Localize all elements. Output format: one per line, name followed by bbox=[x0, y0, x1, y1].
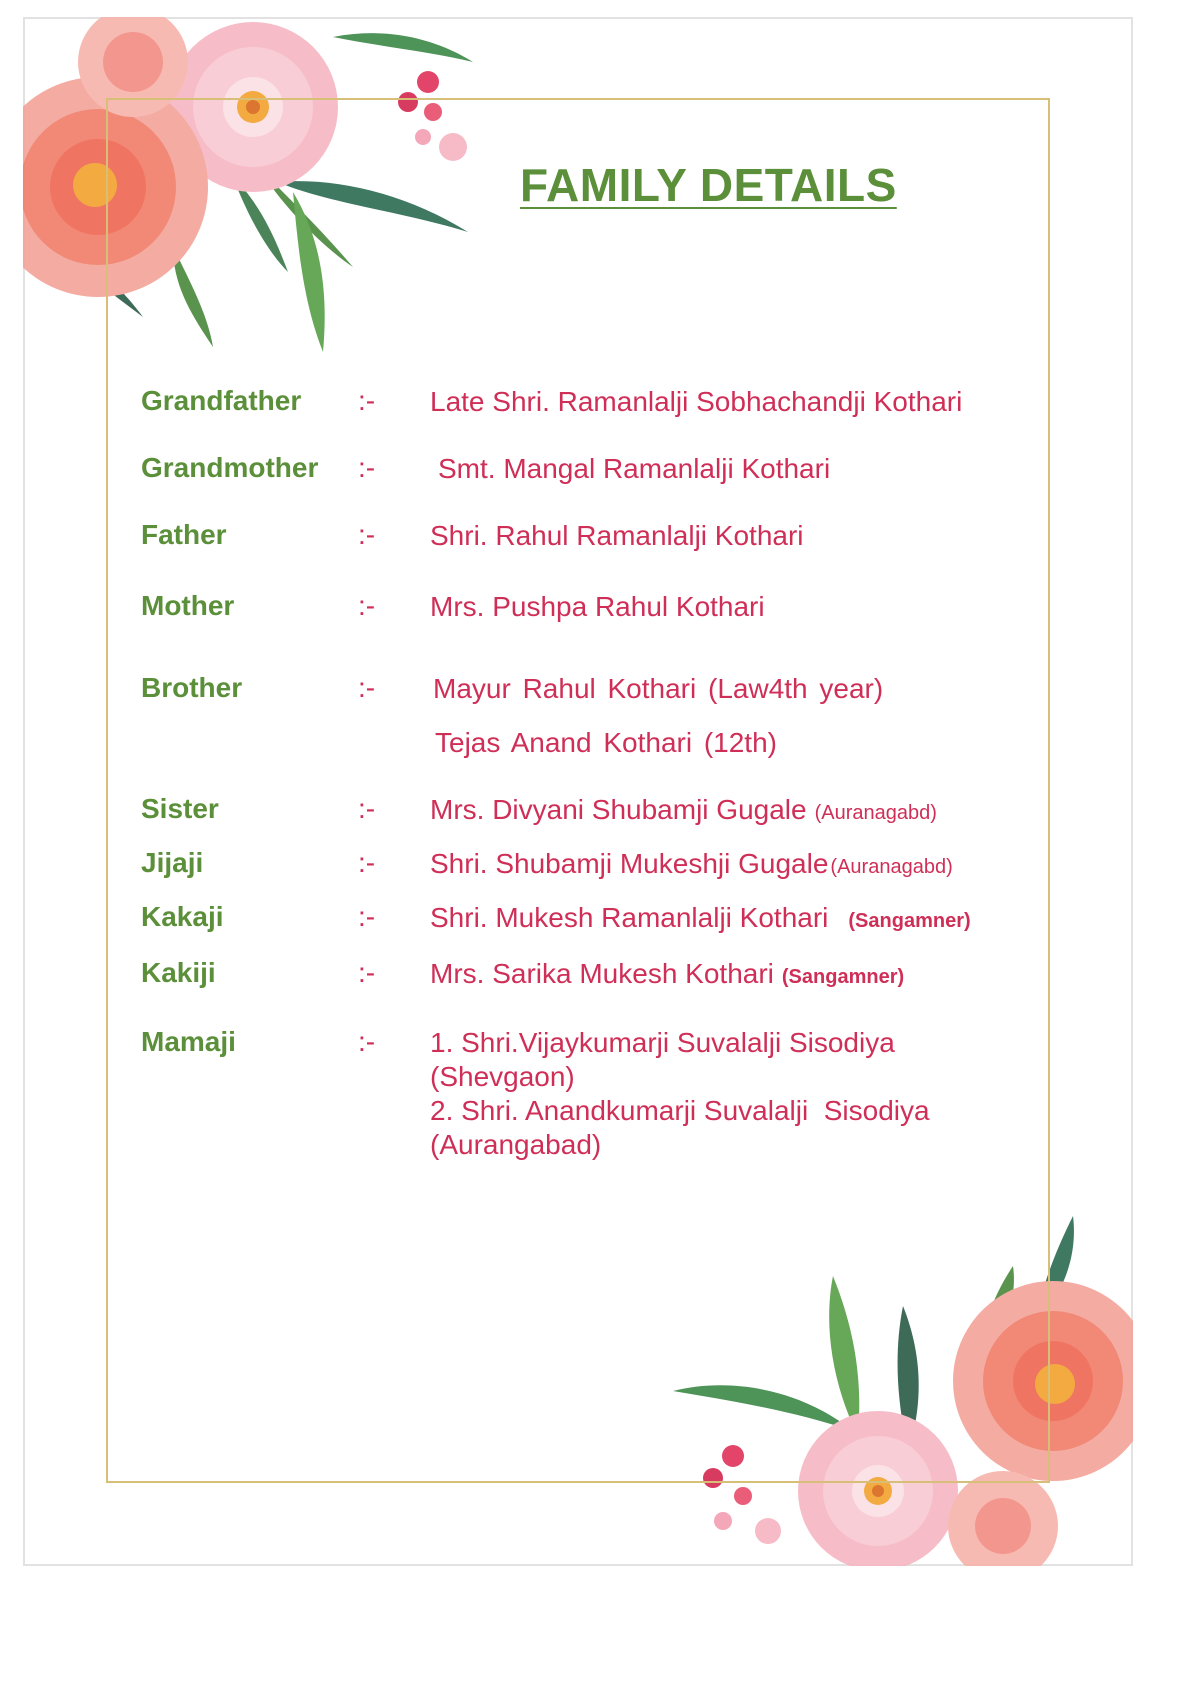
member-place: (Auranagabd) bbox=[814, 802, 937, 824]
separator: :- bbox=[358, 1026, 376, 1057]
separator: :- bbox=[358, 901, 376, 932]
member-label: Jijaji bbox=[141, 847, 204, 878]
member-label: Mamaji bbox=[141, 1026, 236, 1057]
member-name: Shri. Shubamji Mukeshji Gugale bbox=[430, 848, 829, 879]
member-label: Grandmother bbox=[141, 452, 319, 483]
member-label: Mother bbox=[141, 590, 235, 621]
member-value: Late Shri. Ramanlalji Sobhachandji Kothari bbox=[430, 386, 963, 417]
separator: :- bbox=[358, 847, 376, 878]
member-label: Sister bbox=[141, 793, 219, 824]
member-value: Smt. Mangal Ramanlalji Kothari bbox=[438, 453, 831, 484]
separator: :- bbox=[358, 385, 376, 416]
separator: :- bbox=[358, 590, 376, 621]
member-value bbox=[430, 847, 953, 884]
member-value-2: Tejas Anand Kothari (12th) bbox=[435, 727, 777, 758]
separator: :- bbox=[358, 793, 376, 824]
member-place: (Sangamner) bbox=[781, 966, 905, 988]
separator: :- bbox=[358, 672, 376, 703]
separator: :- bbox=[358, 452, 376, 483]
member-label: Brother bbox=[141, 672, 243, 703]
member-value-line: 2. Shri. Anandkumarji Suvalalji Sisodiya bbox=[430, 1095, 930, 1126]
member-place: (Auranagabd) bbox=[830, 856, 953, 878]
member-value: Mayur Rahul Kothari (Law4th year) bbox=[433, 673, 884, 704]
member-label: Kakiji bbox=[141, 957, 216, 988]
member-value bbox=[430, 793, 937, 830]
member-label: Grandfather bbox=[141, 385, 302, 416]
member-name: Shri. Mukesh Ramanlalji Kothari bbox=[430, 902, 829, 933]
member-place: (Sangamner) bbox=[848, 910, 971, 932]
member-name: Mrs. Divyani Shubamji Gugale bbox=[430, 794, 807, 825]
member-label: Father bbox=[141, 519, 227, 550]
member-value bbox=[430, 957, 904, 994]
separator: :- bbox=[358, 519, 376, 550]
member-value: Shri. Rahul Ramanlalji Kothari bbox=[430, 520, 804, 551]
member-name: Mrs. Sarika Mukesh Kothari bbox=[430, 958, 774, 989]
separator: :- bbox=[358, 957, 376, 988]
member-value-line: 1. Shri.Vijaykumarji Suvalalji Sisodiya bbox=[430, 1027, 895, 1058]
member-value-line: (Aurangabad) bbox=[430, 1129, 602, 1160]
gold-border bbox=[106, 98, 1050, 1483]
member-value bbox=[430, 901, 971, 938]
member-value-line: (Shevgaon) bbox=[430, 1061, 575, 1092]
page-title: FAMILY DETAILS bbox=[520, 159, 897, 211]
member-value: Mrs. Pushpa Rahul Kothari bbox=[430, 591, 765, 622]
member-label: Kakaji bbox=[141, 901, 224, 932]
